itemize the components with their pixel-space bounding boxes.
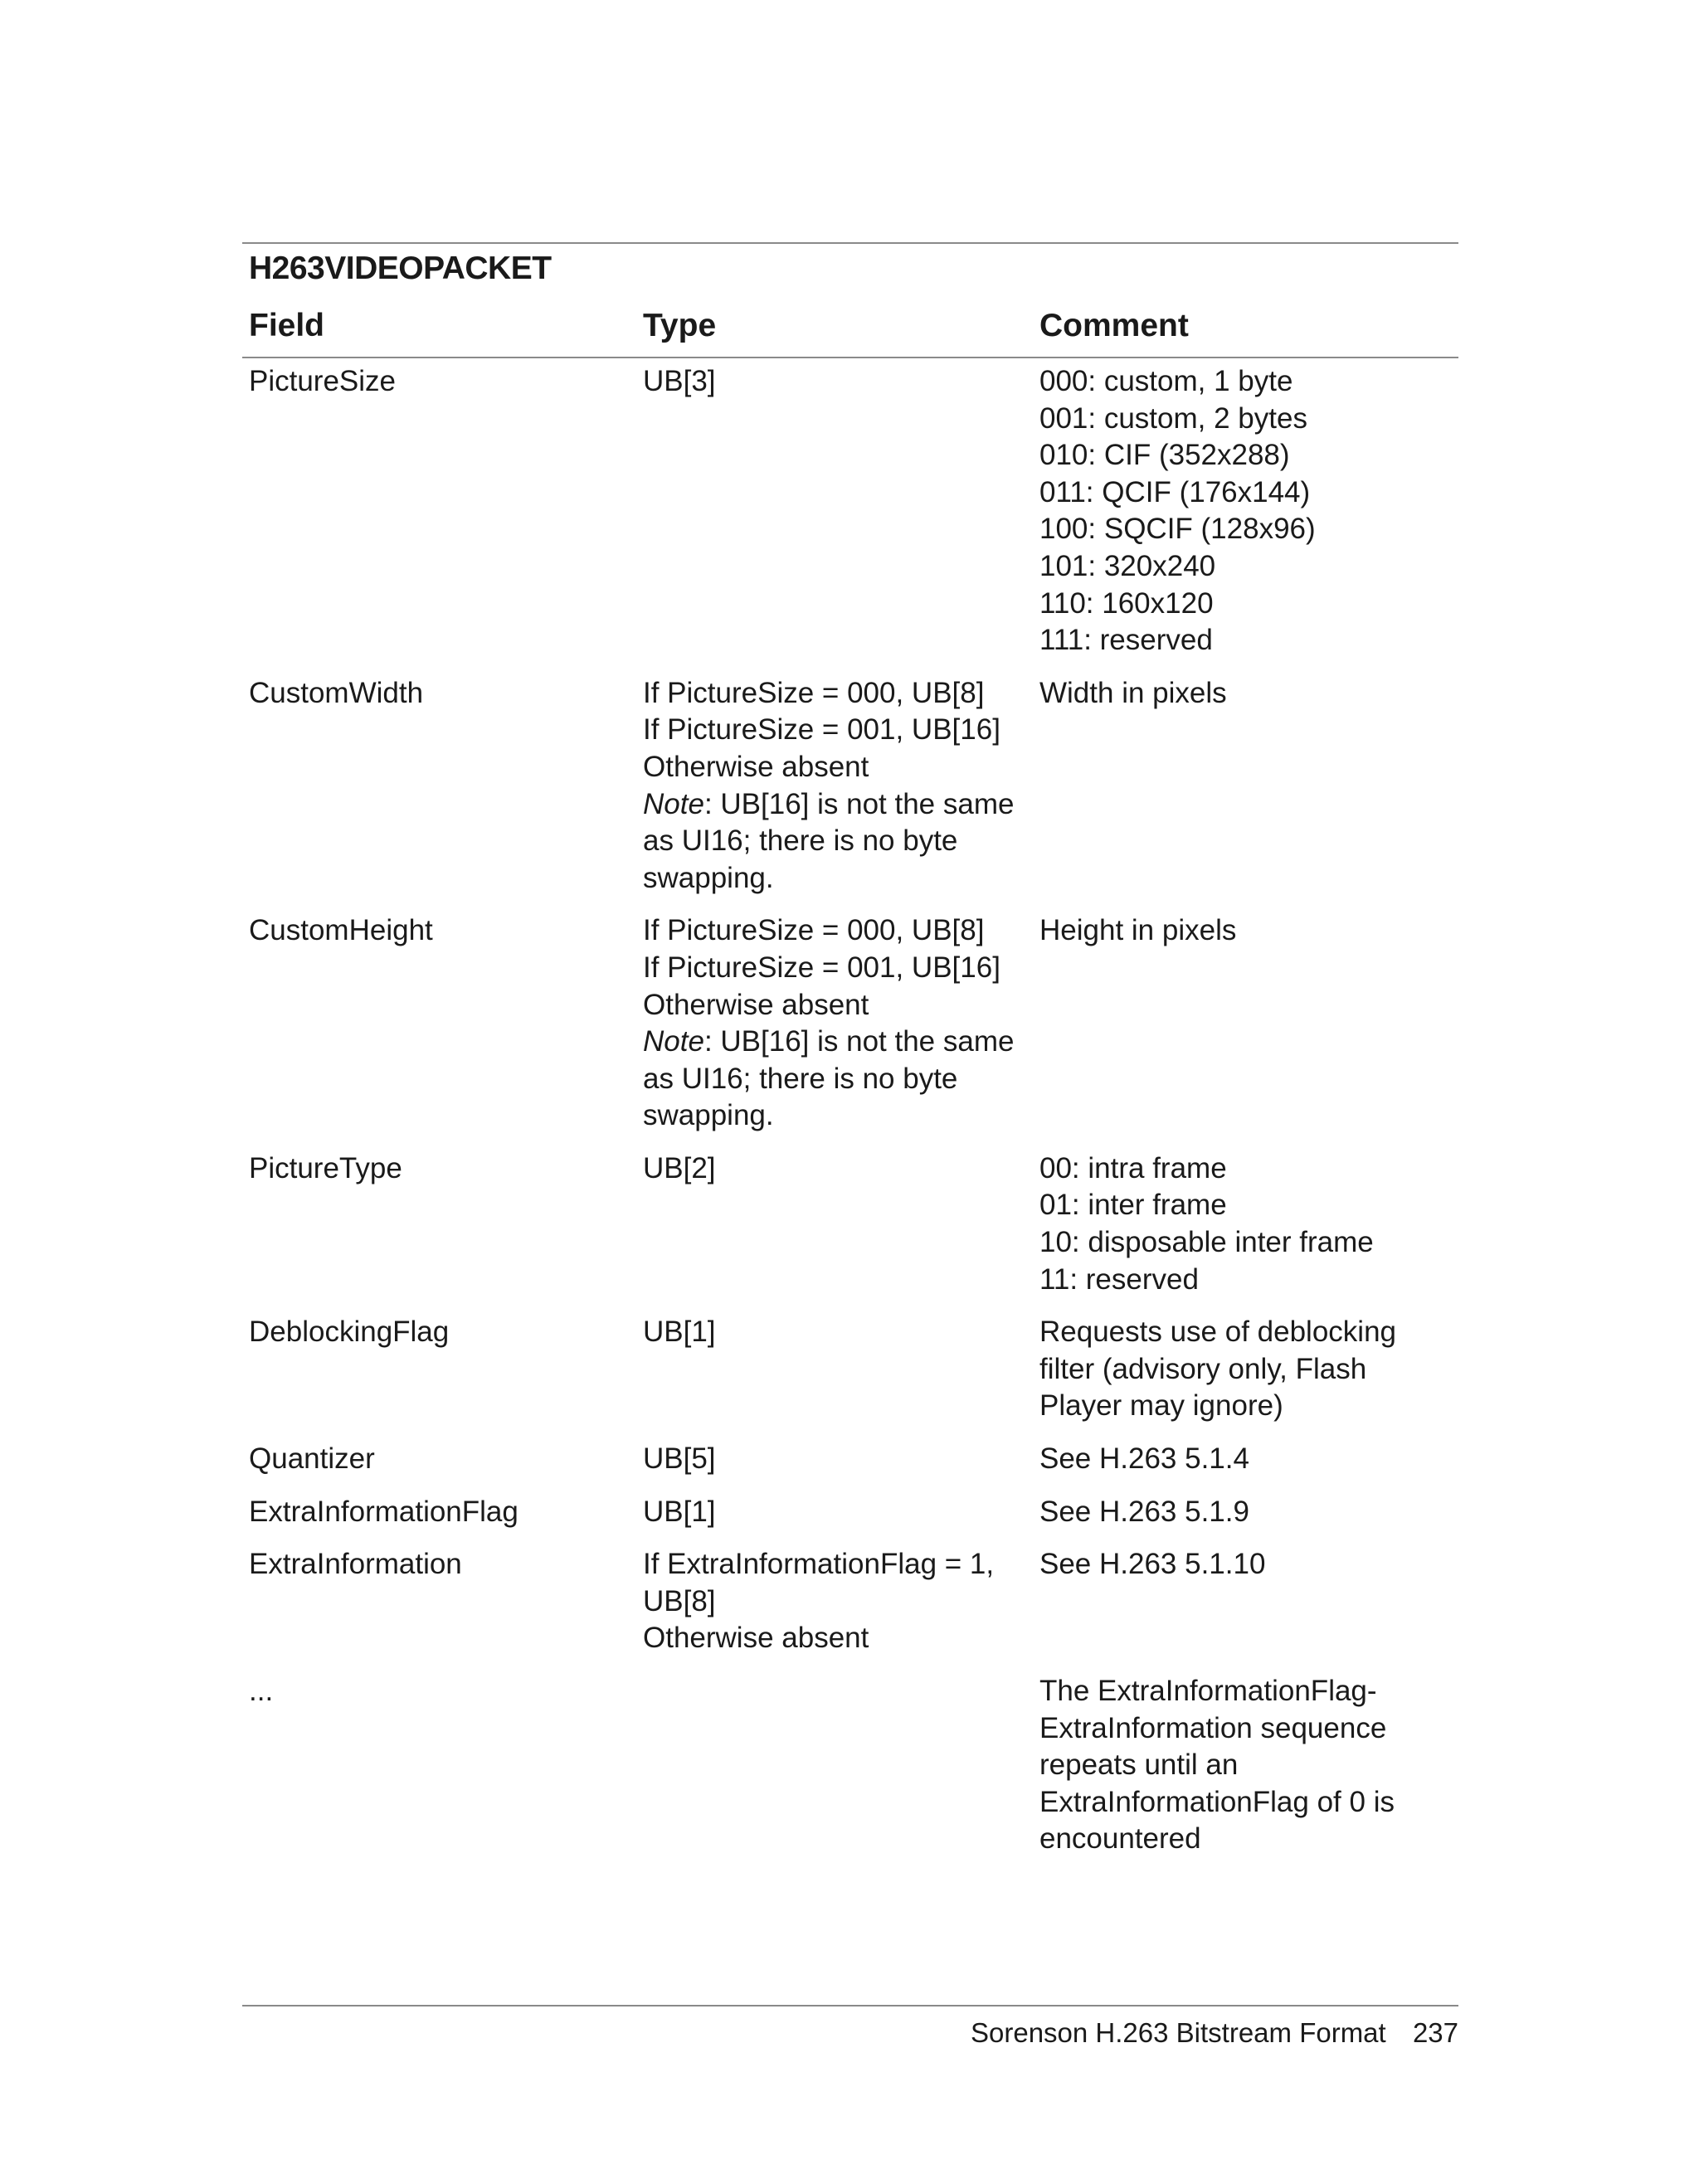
field-cell (249, 1150, 643, 1188)
type-cell (643, 912, 1039, 1135)
comment-line: The ExtraInformationFlag- (1039, 1675, 1377, 1707)
table-row (249, 1546, 1458, 1657)
column-header-comment: Comment (1039, 308, 1189, 343)
note-line (643, 786, 1034, 824)
comment-line: 10: disposable inter frame (1039, 1226, 1374, 1259)
field-cell (249, 675, 643, 713)
table-top-rule (242, 242, 1458, 244)
comment-line: 011: QCIF (176x144) (1039, 475, 1311, 508)
field-cell (249, 1314, 643, 1351)
comment-line: 110: 160x120 (1039, 586, 1214, 620)
note-text: swapping. (643, 861, 774, 894)
comment-line: repeats until an (1039, 1749, 1239, 1782)
type-line: Otherwise absent (643, 1622, 869, 1655)
comment-line: 101: 320x240 (1039, 549, 1216, 582)
comment-line: Height in pixels (1039, 914, 1237, 947)
note-text: : UB[16] is not the same (703, 787, 1015, 820)
note-text: as UI16; there is no byte (643, 1062, 958, 1095)
field-cell (249, 1441, 643, 1478)
note-label: Note (643, 787, 704, 820)
field-name: CustomHeight (249, 914, 433, 947)
field-name: PictureSize (249, 365, 397, 397)
table-row (249, 675, 1458, 897)
note-line (643, 823, 1034, 860)
type-line: UB[8] (643, 1584, 716, 1617)
comment-line: 01: inter frame (1039, 1189, 1227, 1222)
note-text: swapping. (643, 1099, 774, 1132)
table-row (249, 363, 1458, 659)
comment-line: 001: custom, 2 bytes (1039, 401, 1307, 435)
table-row (249, 1673, 1458, 1858)
footer-rule (242, 2005, 1458, 2006)
type-line: UB[5] (643, 1442, 716, 1476)
table-title: H263VIDEOPACKET (249, 251, 552, 286)
comment-cell (1039, 1150, 1458, 1298)
type-line: UB[3] (643, 365, 716, 397)
field-name: DeblockingFlag (249, 1316, 450, 1349)
table-row (249, 912, 1458, 1135)
type-line: UB[1] (643, 1495, 716, 1528)
comment-line: 11: reserved (1039, 1262, 1199, 1296)
comment-line: See H.263 5.1.4 (1039, 1442, 1249, 1476)
comment-cell (1039, 1314, 1458, 1425)
comment-line: Width in pixels (1039, 676, 1227, 709)
field-name: ExtraInformation (249, 1548, 462, 1581)
comment-line: filter (advisory only, Flash (1039, 1352, 1367, 1385)
column-header-field: Field (249, 308, 325, 343)
field-name: ... (249, 1675, 274, 1707)
field-name: PictureType (249, 1151, 402, 1184)
comment-line: encountered (1039, 1822, 1201, 1856)
note-text: as UI16; there is no byte (643, 824, 958, 858)
header-rule (242, 357, 1458, 358)
comment-cell (1039, 675, 1458, 713)
field-name: ExtraInformationFlag (249, 1495, 518, 1528)
note-text: : UB[16] is not the same (703, 1025, 1015, 1058)
note-line (643, 860, 1034, 897)
table-row (249, 1494, 1458, 1531)
comment-line: Player may ignore) (1039, 1389, 1283, 1423)
type-cell (643, 1150, 1039, 1188)
comment-line: See H.263 5.1.10 (1039, 1548, 1266, 1581)
comment-cell (1039, 1494, 1458, 1531)
type-line: UB[1] (643, 1316, 716, 1349)
table-row (249, 1314, 1458, 1425)
type-line: Otherwise absent (643, 750, 869, 783)
comment-line: 111: reserved (1039, 624, 1213, 657)
note-line (643, 1061, 1034, 1098)
field-cell (249, 1494, 643, 1531)
field-cell (249, 1546, 643, 1583)
table-row (249, 1150, 1458, 1298)
comment-line: 010: CIF (352x288) (1039, 439, 1290, 472)
type-line: If PictureSize = 000, UB[8] (643, 676, 985, 709)
note-label: Note (643, 1025, 704, 1058)
type-cell (643, 363, 1039, 401)
column-header-type: Type (643, 308, 717, 343)
type-cell (643, 1314, 1039, 1351)
type-line: UB[2] (643, 1151, 716, 1184)
field-cell (249, 1673, 643, 1710)
comment-cell (1039, 363, 1458, 659)
type-cell (643, 1494, 1039, 1531)
type-cell (643, 1546, 1039, 1657)
table-body (249, 363, 1458, 1858)
comment-cell (1039, 1441, 1458, 1478)
footer-document-title: Sorenson H.263 Bitstream Format (971, 2017, 1386, 2048)
note-line (643, 1097, 1034, 1135)
type-line: If ExtraInformationFlag = 1, (643, 1548, 995, 1581)
type-line: Otherwise absent (643, 988, 869, 1021)
comment-line: 100: SQCIF (128x96) (1039, 513, 1316, 546)
type-line: If PictureSize = 001, UB[16] (643, 951, 1000, 984)
field-name: Quantizer (249, 1442, 375, 1476)
comment-line: 000: custom, 1 byte (1039, 365, 1293, 397)
comment-line: ExtraInformationFlag of 0 is (1039, 1785, 1395, 1818)
field-cell (249, 363, 643, 401)
page-number: 237 (1412, 2017, 1458, 2048)
comment-line: See H.263 5.1.9 (1039, 1495, 1249, 1528)
note-line (643, 1024, 1034, 1061)
comment-cell (1039, 1546, 1458, 1583)
type-cell (643, 675, 1039, 897)
comment-line: 00: intra frame (1039, 1151, 1227, 1184)
comment-line: Requests use of deblocking (1039, 1316, 1396, 1349)
field-cell (249, 912, 643, 950)
table-row (249, 1441, 1458, 1478)
comment-cell (1039, 1673, 1458, 1858)
type-line: If PictureSize = 001, UB[16] (643, 713, 1000, 747)
comment-cell (1039, 912, 1458, 950)
comment-line: ExtraInformation sequence (1039, 1711, 1387, 1744)
type-line: If PictureSize = 000, UB[8] (643, 914, 985, 947)
field-name: CustomWidth (249, 676, 424, 709)
type-cell (643, 1441, 1039, 1478)
